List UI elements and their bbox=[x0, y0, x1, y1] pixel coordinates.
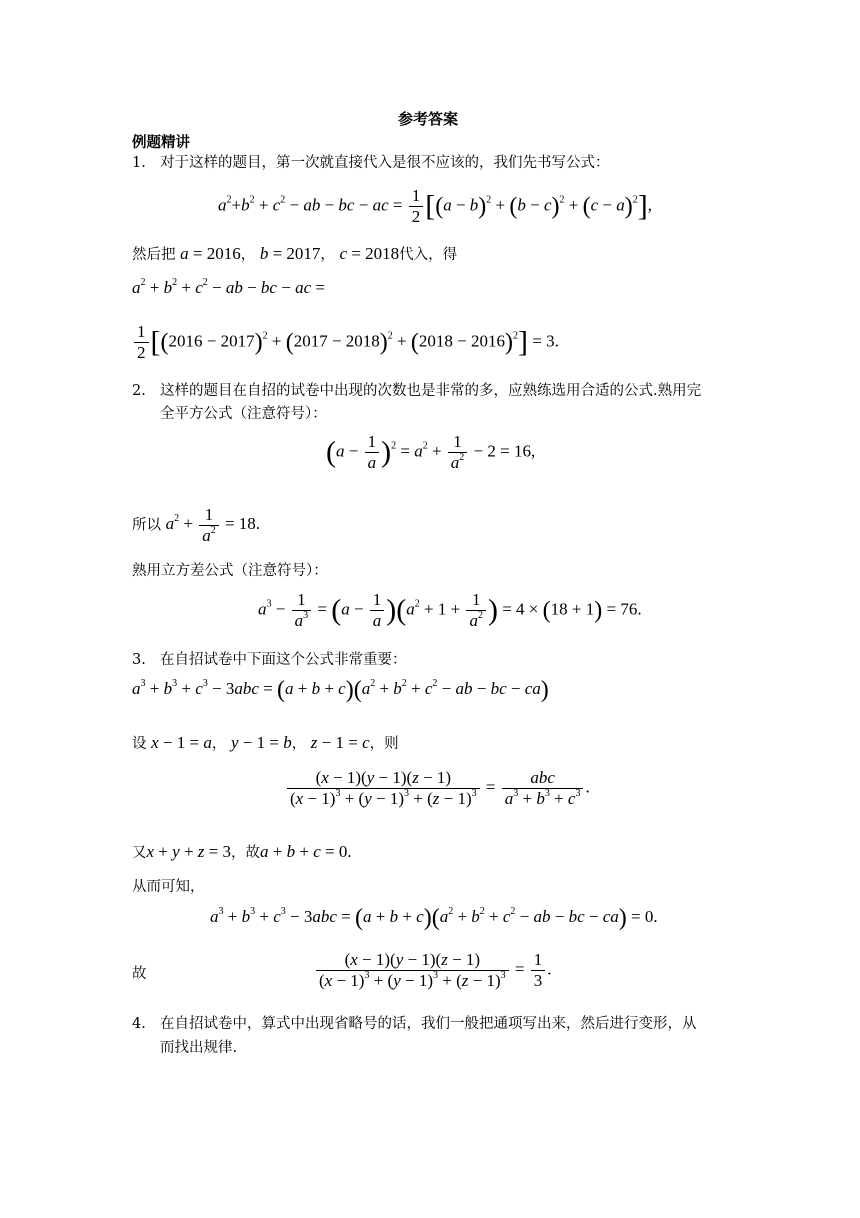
item-2-line2: 全平方公式（注意符号）： bbox=[160, 406, 327, 422]
b-value: 2017 bbox=[286, 244, 321, 263]
c-value: 2018 bbox=[365, 244, 400, 263]
formula-sum-of-squares: $a^2+b^2 + c^2$ − ab − bc − ac = $\frac{1}{2}$ $[(a - b)^2 + (b - c)^2 + (c - a)^2]$, bbox=[218, 186, 653, 226]
section-heading: 例题精讲 bbox=[132, 134, 190, 151]
formula-cubes-zero: $a^3 + b^3 + c^3 - 3abc = (a + b + c)(a^2 + b^2 + c^2$ − ab − bc − ca) = 0. bbox=[210, 905, 658, 931]
formula-numeric-result: $\frac{1}{2}$ $[(2016 - 2017)^2 + (2017 - 2018)^2 + (2018 - 2016)^2] = 3$. bbox=[132, 322, 559, 363]
substitution-line: 然后把 a = 2016， b = 2017， c = 2018代入，得 bbox=[132, 244, 458, 263]
item-text: 在自招试卷中，算式中出现省略号的话，我们一般把通项写出来，然后进行变形，从 bbox=[160, 1016, 697, 1032]
therefore-text: 从而可知， bbox=[132, 879, 205, 895]
item-2 bbox=[132, 381, 701, 401]
formula-lhs: $a^2 + b^2 + c^2$ − ab − bc − ac = bbox=[132, 277, 325, 297]
set-line: 设 x − 1 = a， y − 1 = b， z − 1 = c，则 bbox=[132, 733, 399, 752]
item-4-line2: 而找出规律. bbox=[160, 1040, 238, 1056]
hence-label: 故 bbox=[132, 966, 147, 982]
a-value: 2016 bbox=[206, 244, 241, 263]
result-value: 3 bbox=[546, 331, 555, 351]
item-text: 对于这样的题目，第一次就直接代入是很不应该的，我们先书写公式： bbox=[160, 155, 610, 171]
formula-fraction-substitution: $\frac{(x - 1)(y - 1)(z - 1)}{(x - 1)^3 + (y - 1)^3 + (z - 1)^3}$ = $\frac{\text{abc}}{a^3 + b^3 + c^3}$ . bbox=[285, 768, 590, 809]
formula-sum-of-cubes: $a^3 + b^3 + c^3 - 3abc = (a + b + c)(a^2 + b^2 + c^2$ − ab − bc − ca) bbox=[132, 677, 549, 703]
item-number: 4. bbox=[132, 1016, 146, 1032]
formula-cube-difference: $a^3$ − $\frac{1}{a^3}$ = (a − $\frac{1}{a}$ )($a^2 + 1$ + $\frac{1}{a^2}$ ) = 4 × (18 + 1) = 76. bbox=[258, 590, 642, 630]
item-number: 1. bbox=[132, 155, 146, 171]
formula-final: $\frac{(x - 1)(y - 1)(z - 1)}{(x - 1)^3 + (y - 1)^3 + (z - 1)^3}$ = $\frac{1}{3}$ . bbox=[314, 950, 551, 991]
also-line: 又x + y + z = 3，故a + b + c = 0. bbox=[132, 842, 352, 861]
item-4 bbox=[132, 1014, 697, 1034]
cube-diff-text: 熟用立方差公式（注意符号）： bbox=[132, 563, 328, 579]
formula-square: (a − $\frac{1}{a}$ )$^2 = a^2$ + $\frac{1}{a^2}$ − 2 = 16, bbox=[326, 432, 536, 472]
item-number: 3. bbox=[132, 652, 146, 668]
item-3 bbox=[132, 650, 407, 670]
so-line: 所以 $a^2$ + $\frac{1}{a^2}$ = 18. bbox=[132, 505, 261, 545]
page-title: 参考答案 bbox=[398, 110, 459, 128]
item-1 bbox=[132, 153, 610, 173]
item-text: 这样的题目在自招的试卷中出现的次数也是非常的多，应熟练选用合适的公式.熟用完 bbox=[160, 383, 702, 399]
item-number: 2. bbox=[132, 383, 146, 399]
item-text: 在自招试卷中下面这个公式非常重要： bbox=[160, 652, 407, 668]
